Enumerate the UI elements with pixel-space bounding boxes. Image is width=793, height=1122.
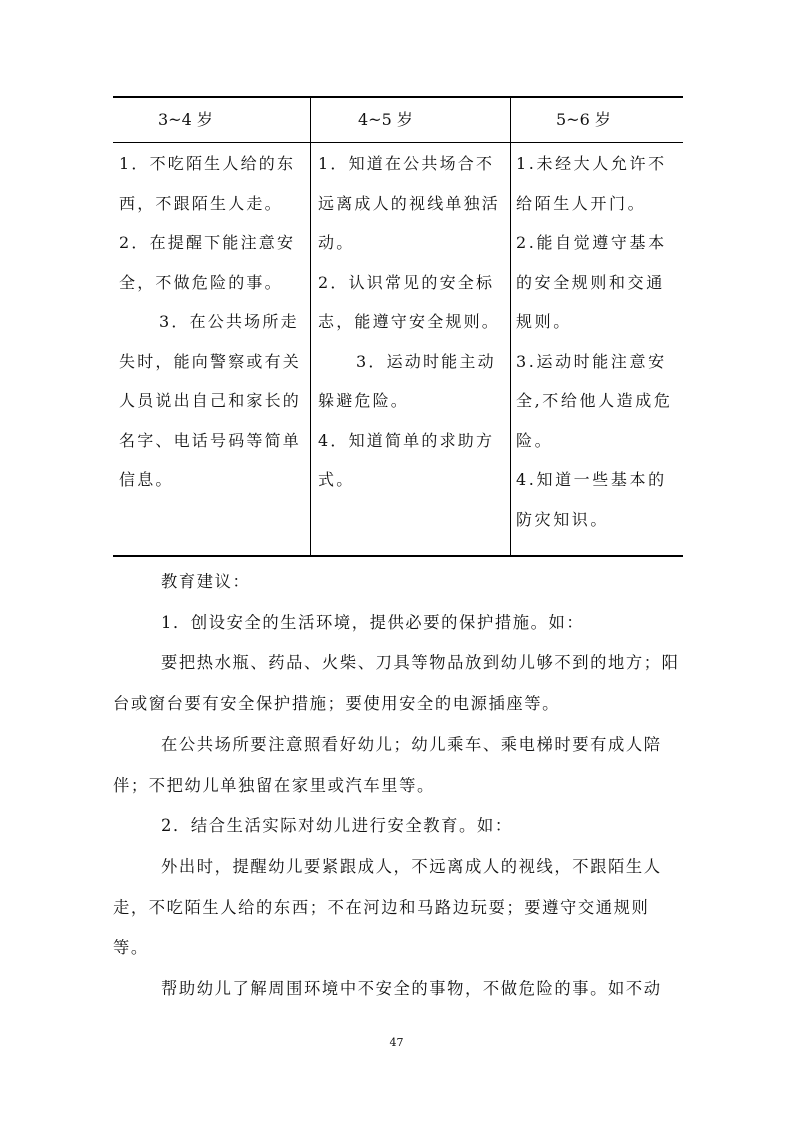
goal-item: 2.能自觉遵守基本的安全规则和交通规则。 (516, 233, 667, 331)
paragraph: 外出时，提醒幼儿要紧跟成人，不远离成人的视线，不跟陌生人走，不吃陌生人给的东西；不在河边和马路边玩耍；要遵守交通规则等。 (113, 856, 662, 958)
goal-item-continued: 躲避危险。 (318, 391, 410, 410)
section-heading: 教育建议： (161, 572, 251, 591)
suggestion-item: 2．结合生活实际对幼儿进行安全教育。如： (161, 816, 513, 836)
goal-item: 1．不吃陌生人给的东西，不跟陌生人走。 (119, 154, 296, 213)
column-age-5-6 (510, 143, 683, 555)
goal-item: 2．在提醒下能注意安全，不做危险的事。 (119, 233, 296, 292)
goal-item: 3．运动时能主动 (356, 351, 496, 371)
page-number: 47 (389, 1036, 404, 1049)
table-header-row (113, 98, 683, 143)
header-age-4-5: 4~5 岁 (310, 98, 510, 142)
goal-item: 1.未经大人允许不给陌生人开门。 (516, 154, 667, 213)
goal-item-continued: 失时，能向警察或有关人员说出自己和家长的名字、电话号码等简单信息。 (119, 351, 302, 489)
goal-item: 4.知道一些基本的防灾知识。 (516, 470, 667, 529)
header-age-3-4: 3~4 岁 (158, 110, 213, 129)
goal-item: 3.运动时能注意安全,不给他人造成危险。 (516, 351, 673, 450)
column-age-4-5 (310, 143, 510, 555)
paragraph: 要把热水瓶、药品、火柴、刀具等物品放到幼儿够不到的地方；阳台或窗台要有安全保护措施；要使用安全的电源插座等。 (113, 653, 680, 714)
goal-item: 3．在公共场所走 (159, 312, 299, 331)
goal-item: 4．知道简单的求助方式。 (318, 430, 495, 489)
age-goals-table (113, 96, 683, 557)
goal-item: 1．知道在公共场合不远离成人的视线单独活动。 (318, 154, 501, 252)
goal-item: 2．认识常见的安全标志，能遵守安全规则。 (318, 272, 501, 331)
paragraph: 帮助幼儿了解周围环境中不安全的事物，不做危险的事。如不动 (161, 979, 662, 999)
header-age-5-6: 5~6 岁 (510, 98, 683, 142)
table-body-row (113, 143, 683, 555)
education-suggestions (113, 562, 685, 1010)
suggestion-item: 1．创设安全的生活环境，提供必要的保护措施。如： (161, 612, 585, 632)
paragraph: 在公共场所要注意照看好幼儿；幼儿乘车、乘电梯时要有成人陪伴；不把幼儿单独留在家里或汽车里等。 (113, 734, 662, 795)
column-age-3-4 (113, 143, 310, 555)
